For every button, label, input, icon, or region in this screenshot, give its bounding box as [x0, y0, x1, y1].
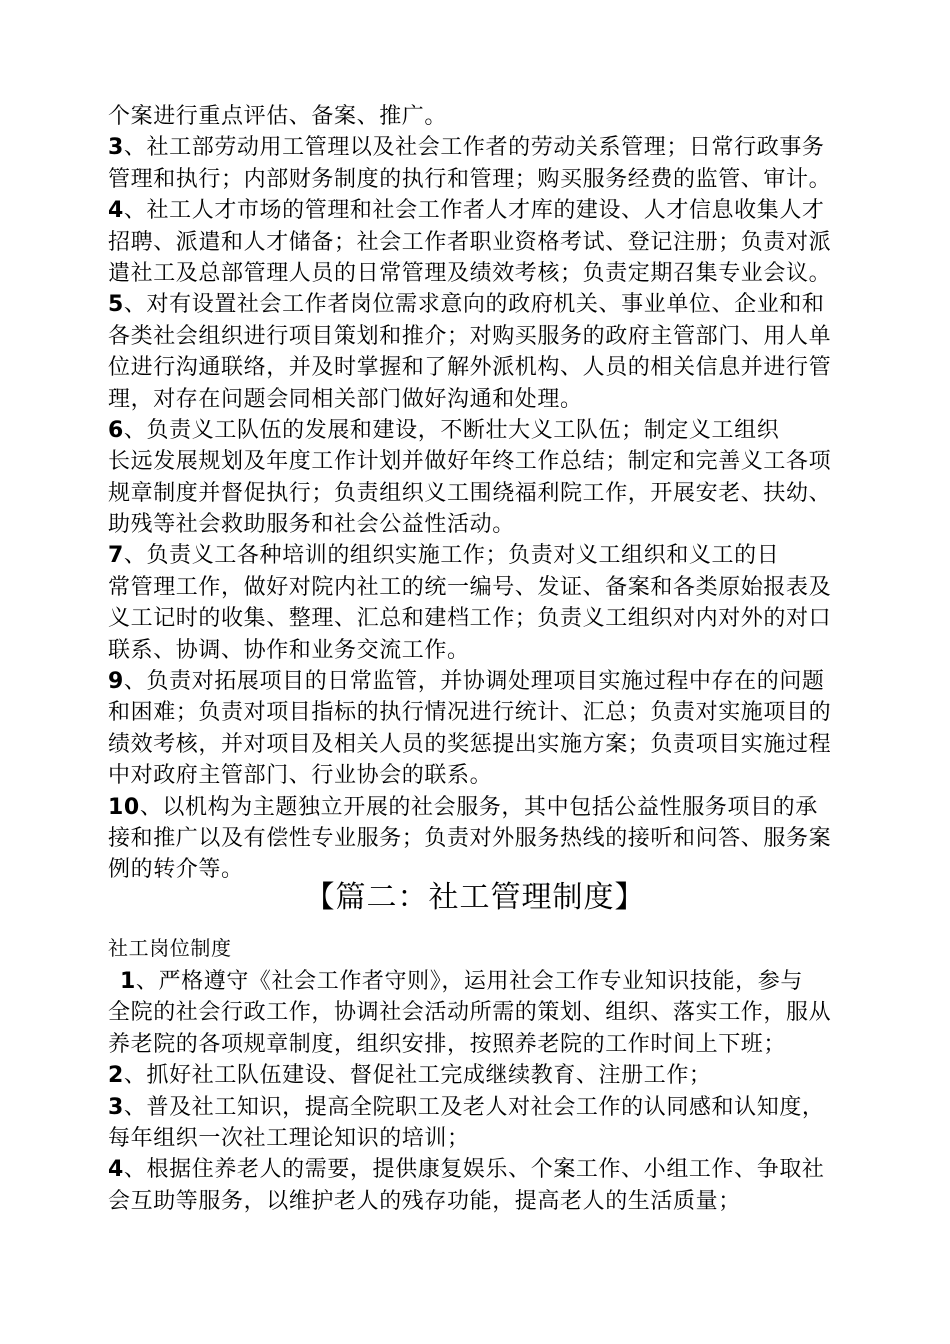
text-line [108, 258, 868, 289]
text-line [108, 1029, 868, 1060]
line-text: 和困难；负责对项目指标的执行情况进行统计、汇总；负责对实施项目的 [108, 700, 832, 726]
line-text: 规章制度并督促执行；负责组织义工围绕福利院工作，开展安老、扶幼、 [108, 480, 832, 506]
line-text: 例的转介等。 [108, 857, 244, 883]
text-line [108, 321, 868, 352]
text-line [108, 635, 868, 666]
text-line [108, 289, 868, 320]
line-text: 、抓好社工队伍建设、督促社工完成继续教育、注册工作； [123, 1063, 712, 1089]
line-text: 个案进行重点评估、备案、推广。 [108, 104, 448, 129]
text-line [108, 132, 868, 163]
line-text: 、以机构为主题独立开展的社会服务，其中包括公益性服务项目的承 [139, 794, 818, 820]
item-number: 9 [108, 669, 124, 695]
line-text: 、普及社工知识，提高全院职工及老人对社会工作的认同感和认知度， [123, 1094, 825, 1120]
section-heading: 【篇二：社工管理制度】 [304, 880, 646, 915]
item-number: 5 [108, 292, 124, 318]
subheading-block [108, 933, 868, 964]
line-text: 常管理工作，做好对院内社工的统一编号、发证、备案和各类原始报表及 [108, 574, 832, 600]
line-text: 助残等社会救助服务和社会公益性活动。 [108, 512, 515, 538]
item-number: 3 [108, 135, 124, 161]
text-line [108, 101, 868, 132]
item-number: 1 [120, 969, 136, 994]
text-line [108, 227, 868, 258]
text-line [108, 572, 868, 603]
section-two-text [108, 966, 868, 1217]
text-line [108, 352, 868, 383]
text-line [108, 384, 868, 415]
text-line [108, 603, 868, 634]
text-line [108, 478, 868, 509]
item-number: 4 [108, 198, 124, 224]
text-line [108, 697, 868, 728]
line-text: 绩效考核，并对项目及相关人员的奖惩提出实施方案；负责项目实施过程 [108, 731, 832, 757]
text-line [108, 1154, 868, 1185]
line-text: 、负责对拓展项目的日常监管，并协调处理项目实施过程中存在的问题 [123, 669, 825, 695]
line-text: 每年组织一次社工理论知识的培训； [108, 1125, 470, 1151]
line-text: 义工记时的收集、整理、汇总和建档工作；负责义工组织对内对外的对口 [108, 606, 832, 632]
line-text: 会互助等服务，以维护老人的残存功能，提高老人的生活质量； [108, 1188, 741, 1214]
line-text: 、负责义工各种培训的组织实施工作；负责对义工组织和义工的日 [123, 543, 780, 569]
line-text: 各类社会组织进行项目策划和推介；对购买服务的政府主管部门、用人单 [108, 323, 832, 349]
text-line [108, 997, 868, 1028]
line-text: 联系、协调、协作和业务交流工作。 [108, 637, 470, 663]
line-text: 理，对存在问题会同相关部门做好沟通和处理。 [108, 386, 583, 412]
text-line [108, 1060, 868, 1091]
line-text: 养老院的各项规章制度，组织安排，按照养老院的工作时间上下班； [108, 1031, 787, 1057]
line-text: 、社工人才市场的管理和社会工作者人才库的建设、人才信息收集人才 [123, 198, 825, 224]
line-text: 中对政府主管部门、行业协会的联系。 [108, 763, 493, 789]
item-number: 4 [108, 1157, 124, 1183]
subheading: 社工岗位制度 [108, 936, 232, 960]
text-line [108, 509, 868, 540]
item-number: 7 [108, 543, 124, 569]
text-line [108, 729, 868, 760]
line-text: 、社工部劳动用工管理以及社会工作者的劳动关系管理；日常行政事务 [123, 135, 825, 161]
line-text: 接和推广以及有偿性专业服务；负责对外服务热线的接听和问答、服务案 [108, 825, 832, 851]
line-text: 全院的社会行政工作，协调社会活动所需的策划、组织、落实工作，服从 [108, 1000, 832, 1026]
text-line [108, 446, 868, 477]
text-line [108, 1092, 868, 1123]
line-text: 长远发展规划及年度工作计划并做好年终工作总结；制定和完善义工各项 [108, 449, 832, 475]
line-text: 位进行沟通联络，并及时掌握和了解外派机构、人员的相关信息并进行管 [108, 355, 832, 381]
item-number: 6 [108, 417, 124, 443]
text-line [108, 195, 868, 226]
line-text: 、负责义工队伍的发展和建设，不断壮大义工队伍；制定义工组织 [123, 417, 780, 443]
text-line [108, 966, 868, 997]
section-one-text [108, 101, 868, 886]
line-text: 、对有设置社会工作者岗位需求意向的政府机关、事业单位、企业和和 [123, 292, 825, 318]
text-line [108, 540, 868, 571]
text-line [108, 415, 868, 446]
text-line [108, 1186, 868, 1217]
text-line [108, 666, 868, 697]
line-text: 、严格遵守《社会工作者守则》，运用社会工作专业知识技能，参与 [135, 969, 803, 994]
text-line [108, 1123, 868, 1154]
text-line [108, 792, 868, 823]
text-line [108, 823, 868, 854]
line-text: 管理和执行；内部财务制度的执行和管理；购买服务经费的监管、审计。 [108, 166, 832, 192]
line-text: 招聘、派遣和人才储备；社会工作者职业资格考试、登记注册；负责对派 [108, 229, 832, 255]
item-number: 10 [108, 794, 140, 820]
text-line [108, 164, 868, 195]
item-number: 2 [108, 1063, 124, 1089]
text-line [108, 760, 868, 791]
line-text: 遣社工及总部管理人员的日常管理及绩效考核；负责定期召集专业会议。 [108, 260, 832, 286]
line-text: 、根据住养老人的需要，提供康复娱乐、个案工作、小组工作、争取社 [123, 1157, 825, 1183]
item-number: 3 [108, 1094, 124, 1120]
